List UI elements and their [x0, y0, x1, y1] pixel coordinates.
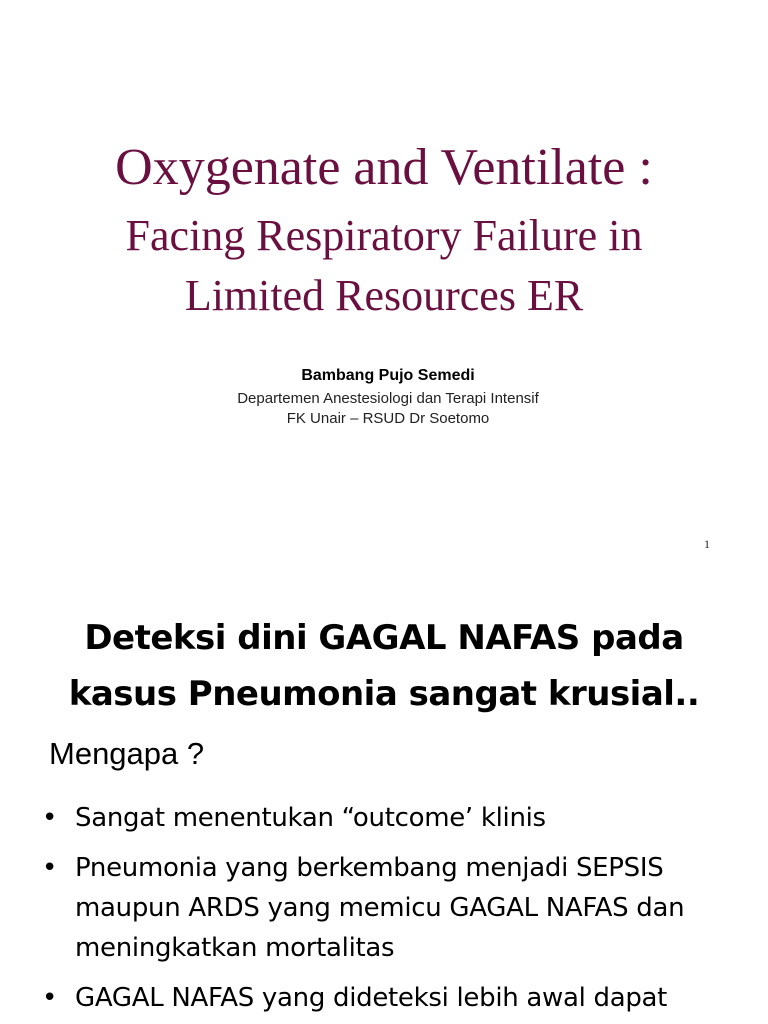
bullet-item [42, 978, 742, 1018]
affiliation-institution: FK Unair – RSUD Dr Soetomo [286, 410, 490, 427]
slide-title: Oxygenate and Ventilate : [115, 139, 653, 196]
slide-heading [0, 610, 768, 722]
slide-subheading: Mengapa ? [49, 736, 205, 771]
bullet-dot-icon: • [42, 803, 58, 833]
author-name: Bambang Pujo Semedi [301, 367, 475, 384]
slide-subtitle-line-2: Limited Resources ER [184, 271, 584, 320]
slide-heading-line-2: kasus Pneumonia sangat krusial.. [68, 674, 700, 714]
bullet-text: GAGAL NAFAS yang dideteksi lebih awal dapat [75, 983, 668, 1013]
affiliation-department: Departemen Anestesiologi dan Terapi Intensif [237, 390, 539, 407]
bullet-text: Sangat menentukan “outcome’ klinis [75, 803, 546, 833]
bullet-list [42, 798, 742, 1024]
slide-heading-line-1: Deteksi dini GAGAL NAFAS pada [84, 618, 684, 658]
bullet-dot-icon: • [42, 983, 58, 1013]
bullet-text: Pneumonia yang berkembang menjadi SEPSIS maupun ARDS yang memicu GAGAL NAFAS dan meningkatkan mortalitas [75, 853, 685, 963]
content-slide [0, 576, 768, 1024]
bullet-item [42, 848, 742, 968]
bullet-dot-icon: • [42, 853, 58, 883]
slide-number: 1 [704, 537, 710, 551]
bullet-item [42, 798, 742, 838]
slide-subtitle-line-1: Facing Respiratory Failure in [125, 211, 643, 260]
